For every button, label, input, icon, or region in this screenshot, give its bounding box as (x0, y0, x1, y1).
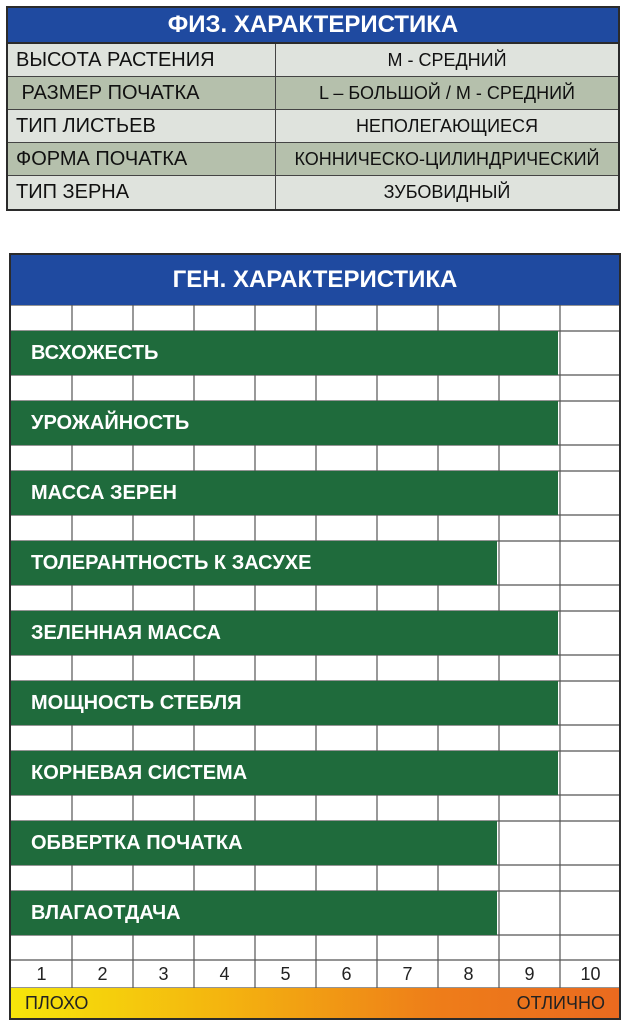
table-row (8, 110, 618, 143)
bar-label: ТОЛЕРАНТНОСТЬ К ЗАСУХЕ (31, 552, 312, 574)
scale-low-label: ПЛОХО (25, 993, 89, 1013)
x-tick-label: 8 (463, 964, 474, 984)
physical-table-title: ФИЗ. ХАРАКТЕРИСТИКА (8, 8, 618, 44)
genetic-characteristics-chart (9, 253, 621, 1020)
table-row (8, 77, 618, 110)
row-value: L – БОЛЬШОЙ / M - СРЕДНИЙ (319, 83, 575, 103)
row-value: НЕПОЛЕГАЮЩИЕСЯ (355, 116, 539, 136)
rating-scale-bar (11, 988, 619, 1018)
row-label: ФОРМА ПОЧАТКА (8, 143, 276, 175)
x-tick-label: 2 (97, 964, 108, 984)
row-value: КОННИЧЕСКО-ЦИЛИНДРИЧЕСКИЙ (294, 149, 600, 169)
bar-label: ВЛАГАОТДАЧА (31, 902, 181, 924)
x-tick-label: 10 (580, 964, 601, 984)
x-tick-label: 9 (524, 964, 535, 984)
row-label: ВЫСОТА РАСТЕНИЯ (8, 44, 276, 76)
bar-label: ВСХОЖЕСТЬ (31, 342, 159, 364)
row-label: РАЗМЕР ПОЧАТКА (8, 77, 276, 109)
x-tick-label: 4 (219, 964, 230, 984)
x-tick-label: 3 (158, 964, 169, 984)
table-row (8, 44, 618, 77)
bar-label: КОРНЕВАЯ СИСТЕМА (31, 762, 248, 784)
bar-label: ЗЕЛЕННАЯ МАССА (31, 622, 221, 644)
row-value: ЗУБОВИДНЫЙ (383, 182, 511, 202)
chart-title: ГЕН. ХАРАКТЕРИСТИКА (11, 255, 619, 305)
bar-label: ОБВЕРТКА ПОЧАТКА (31, 832, 243, 854)
x-tick-label: 7 (402, 964, 413, 984)
table-row (8, 143, 618, 176)
bar-label: МАССА ЗЕРЕН (31, 482, 177, 504)
x-tick-label: 6 (341, 964, 352, 984)
x-tick-label: 1 (36, 964, 47, 984)
row-value: М - СРЕДНИЙ (387, 50, 507, 70)
row-label: ТИП ЗЕРНА (8, 176, 276, 209)
bar-label: МОЩНОСТЬ СТЕБЛЯ (31, 692, 242, 714)
scale-high-label: ОТЛИЧНО (516, 993, 605, 1013)
x-tick-label: 5 (280, 964, 291, 984)
physical-characteristics-table (6, 6, 620, 211)
table-row (8, 176, 618, 209)
bar-label: УРОЖАЙНОСТЬ (31, 412, 190, 434)
row-label: ТИП ЛИСТЬЕВ (8, 110, 276, 142)
